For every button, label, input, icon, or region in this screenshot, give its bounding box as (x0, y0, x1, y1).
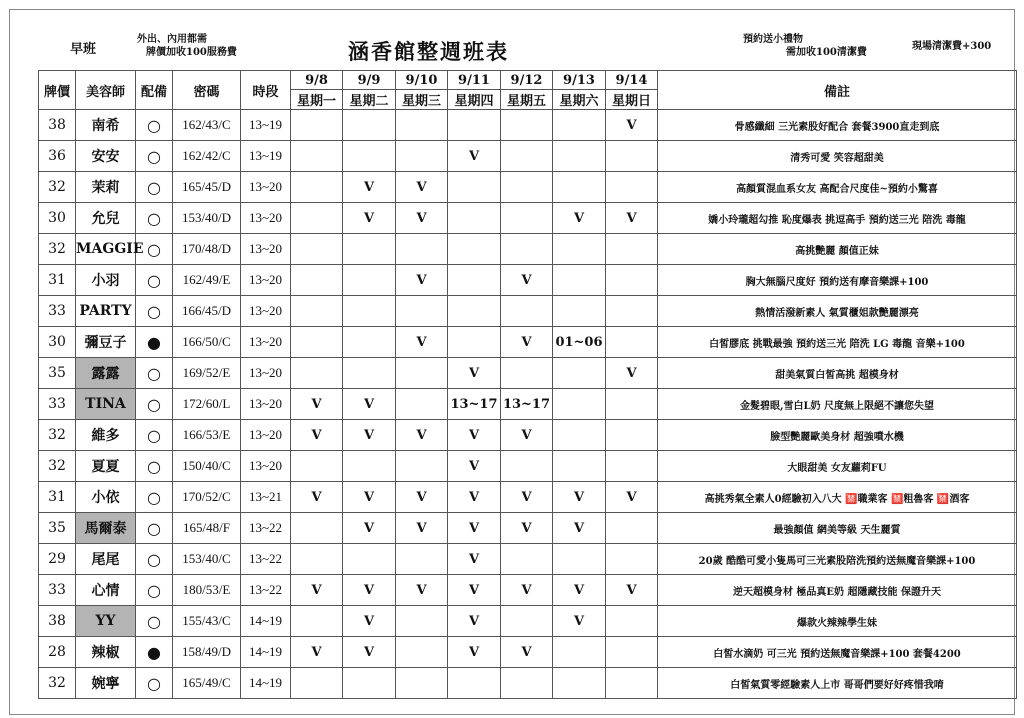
stylist-name: 維多 (76, 420, 136, 451)
price-cell: 33 (39, 575, 76, 606)
price-cell: 28 (39, 637, 76, 668)
day-cell (553, 544, 606, 575)
code-cell: 150/40/C (173, 451, 241, 482)
price-cell: 32 (39, 172, 76, 203)
stylist-name: YY (76, 606, 136, 637)
day-cell: V (448, 544, 501, 575)
day-cell: V (501, 265, 553, 296)
day-cell (553, 110, 606, 141)
day-cell (501, 451, 553, 482)
day-cell (343, 265, 396, 296)
day-cell: V (343, 203, 396, 234)
stylist-name: 婉寧 (76, 668, 136, 699)
day-cell (396, 606, 448, 637)
config-mark: ○ (136, 668, 173, 699)
day-cell (553, 141, 606, 172)
day-cell (343, 234, 396, 265)
day-cell (553, 265, 606, 296)
config-mark: ○ (136, 358, 173, 389)
day-cell: 01~06 (553, 327, 606, 358)
price-cell: 29 (39, 544, 76, 575)
day-cell: V (448, 513, 501, 544)
table-row (39, 265, 1017, 296)
table-row (39, 637, 1017, 668)
table-row (39, 234, 1017, 265)
remark-cell: 熱情活潑新素人 氣質櫃姐款艷麗漂亮 (658, 296, 1017, 327)
col-weekday: 星期六 (553, 90, 606, 110)
day-cell (291, 544, 343, 575)
col-date: 9/10 (396, 71, 448, 90)
day-cell: V (606, 203, 658, 234)
table-row (39, 606, 1017, 637)
day-cell: V (448, 358, 501, 389)
price-cell: 35 (39, 513, 76, 544)
code-cell: 162/43/C (173, 110, 241, 141)
day-cell: V (343, 513, 396, 544)
price-cell: 38 (39, 606, 76, 637)
schedule-table (38, 70, 1017, 699)
day-cell (448, 110, 501, 141)
day-cell (606, 544, 658, 575)
header-note-right-1: 預約送小禮物 (743, 34, 803, 45)
day-cell: V (448, 606, 501, 637)
remark-cell: 高挑秀氣全素人0經驗初入八大 🈲職業客 🈲粗魯客 🈲酒客 (658, 482, 1017, 513)
day-cell (553, 668, 606, 699)
stylist-name: MAGGIE (76, 234, 136, 265)
price-cell: 32 (39, 234, 76, 265)
table-row (39, 668, 1017, 699)
day-cell (396, 668, 448, 699)
price-cell: 38 (39, 110, 76, 141)
day-cell (501, 141, 553, 172)
stylist-name: PARTY (76, 296, 136, 327)
col-date: 9/11 (448, 71, 501, 90)
day-cell: V (501, 637, 553, 668)
day-cell: V (291, 389, 343, 420)
day-cell: V (606, 482, 658, 513)
day-cell (291, 265, 343, 296)
time-cell: 13~20 (241, 265, 291, 296)
config-mark: ● (136, 327, 173, 358)
day-cell: V (291, 420, 343, 451)
day-cell (291, 327, 343, 358)
remark-cell: 大眼甜美 女友蘿莉FU (658, 451, 1017, 482)
remark-cell: 白皙膠底 挑戰最強 預約送三光 陪洗 LG 毒龍 音樂+100 (658, 327, 1017, 358)
day-cell: V (343, 482, 396, 513)
col-date: 9/12 (501, 71, 553, 90)
time-cell: 13~22 (241, 575, 291, 606)
day-cell (553, 389, 606, 420)
header-note-left-2: 牌價加收100服務費 (146, 47, 237, 58)
day-cell: V (448, 141, 501, 172)
day-cell: V (396, 327, 448, 358)
table-row (39, 513, 1017, 544)
price-cell: 30 (39, 327, 76, 358)
day-cell: V (343, 575, 396, 606)
day-cell (606, 451, 658, 482)
col-remark: 備註 (658, 71, 1017, 110)
col-date: 9/9 (343, 71, 396, 90)
config-mark: ○ (136, 482, 173, 513)
day-cell: V (448, 420, 501, 451)
code-cell: 162/49/E (173, 265, 241, 296)
schedule-body (39, 110, 1017, 699)
code-cell: 180/53/E (173, 575, 241, 606)
col-date: 9/14 (606, 71, 658, 90)
day-cell (501, 296, 553, 327)
col-time: 時段 (241, 71, 291, 110)
stylist-name: TINA (76, 389, 136, 420)
day-cell: V (448, 482, 501, 513)
day-cell (343, 141, 396, 172)
day-cell (606, 420, 658, 451)
day-cell: V (553, 203, 606, 234)
day-cell (501, 668, 553, 699)
config-mark: ○ (136, 265, 173, 296)
remark-cell: 甜美氣質白皙高挑 超模身材 (658, 358, 1017, 389)
table-row (39, 544, 1017, 575)
stylist-name: 辣椒 (76, 637, 136, 668)
day-cell (291, 234, 343, 265)
config-mark: ○ (136, 575, 173, 606)
day-cell (343, 327, 396, 358)
time-cell: 13~20 (241, 234, 291, 265)
code-cell: 155/43/C (173, 606, 241, 637)
stylist-name: 小羽 (76, 265, 136, 296)
remark-cell: 白皙氣質零經驗素人上市 哥哥們要好好疼惜我唷 (658, 668, 1017, 699)
remark-cell: 金髮碧眼,雪白L奶 尺度無上限絕不讓您失望 (658, 389, 1017, 420)
day-cell: V (291, 637, 343, 668)
remark-cell: 高顏質混血系女友 高配合尺度佳~預約小驚喜 (658, 172, 1017, 203)
time-cell: 13~20 (241, 451, 291, 482)
day-cell: V (553, 575, 606, 606)
day-cell: V (501, 482, 553, 513)
day-cell (448, 265, 501, 296)
config-mark: ○ (136, 234, 173, 265)
stylist-name: 露露 (76, 358, 136, 389)
day-cell (606, 637, 658, 668)
day-cell: V (396, 575, 448, 606)
code-cell: 169/52/E (173, 358, 241, 389)
stylist-name: 允兒 (76, 203, 136, 234)
day-cell (448, 203, 501, 234)
day-cell: V (553, 606, 606, 637)
day-cell (606, 296, 658, 327)
price-cell: 30 (39, 203, 76, 234)
day-cell (606, 141, 658, 172)
day-cell: V (343, 637, 396, 668)
day-cell (553, 296, 606, 327)
day-cell (291, 110, 343, 141)
time-cell: 13~20 (241, 358, 291, 389)
day-cell: V (343, 606, 396, 637)
code-cell: 170/48/D (173, 234, 241, 265)
config-mark: ○ (136, 606, 173, 637)
remark-cell: 20歲 酷酷可愛小隻馬可三光素股陪洗預約送無魔音樂課+100 (658, 544, 1017, 575)
day-cell: V (396, 482, 448, 513)
config-mark: ○ (136, 420, 173, 451)
day-cell (501, 358, 553, 389)
time-cell: 13~20 (241, 327, 291, 358)
col-weekday: 星期二 (343, 90, 396, 110)
day-cell (396, 637, 448, 668)
day-cell: V (396, 420, 448, 451)
day-cell: V (501, 575, 553, 606)
day-cell (553, 420, 606, 451)
price-cell: 32 (39, 451, 76, 482)
day-cell (606, 265, 658, 296)
config-mark: ○ (136, 544, 173, 575)
time-cell: 13~22 (241, 544, 291, 575)
col-config: 配備 (136, 71, 173, 110)
price-cell: 36 (39, 141, 76, 172)
day-cell (448, 234, 501, 265)
header-note-far-right: 現場清潔費+300 (912, 41, 992, 52)
price-cell: 31 (39, 482, 76, 513)
time-cell: 13~20 (241, 420, 291, 451)
day-cell (343, 358, 396, 389)
config-mark: ○ (136, 172, 173, 203)
day-cell: V (343, 172, 396, 203)
day-cell (291, 513, 343, 544)
day-cell: V (501, 420, 553, 451)
table-row (39, 203, 1017, 234)
day-cell (501, 172, 553, 203)
day-cell: V (606, 110, 658, 141)
day-cell (343, 451, 396, 482)
remark-cell: 爆款火辣辣學生妹 (658, 606, 1017, 637)
day-cell: V (606, 358, 658, 389)
col-weekday: 星期四 (448, 90, 501, 110)
price-cell: 33 (39, 296, 76, 327)
day-cell (396, 389, 448, 420)
day-cell (501, 203, 553, 234)
code-cell: 158/49/D (173, 637, 241, 668)
day-cell (396, 296, 448, 327)
day-cell: V (291, 575, 343, 606)
time-cell: 13~20 (241, 203, 291, 234)
col-weekday: 星期日 (606, 90, 658, 110)
day-cell (553, 172, 606, 203)
day-cell (291, 606, 343, 637)
config-mark: ● (136, 637, 173, 668)
price-cell: 31 (39, 265, 76, 296)
day-cell (553, 451, 606, 482)
remark-cell: 骨感纖細 三光素股好配合 套餐3900直走到底 (658, 110, 1017, 141)
remark-cell: 胸大無腦尺度好 預約送有摩音樂課+100 (658, 265, 1017, 296)
stylist-name: 安安 (76, 141, 136, 172)
day-cell (291, 141, 343, 172)
config-mark: ○ (136, 389, 173, 420)
config-mark: ○ (136, 203, 173, 234)
table-row (39, 420, 1017, 451)
day-cell: V (343, 389, 396, 420)
day-cell (606, 668, 658, 699)
stylist-name: 南希 (76, 110, 136, 141)
remark-cell: 最強顏值 網美等級 天生麗質 (658, 513, 1017, 544)
stylist-name: 茉莉 (76, 172, 136, 203)
day-cell (553, 637, 606, 668)
day-cell (606, 172, 658, 203)
remark-cell: 白皙水滴奶 可三光 預約送無魔音樂課+100 套餐4200 (658, 637, 1017, 668)
stylist-name: 馬爾泰 (76, 513, 136, 544)
time-cell: 14~19 (241, 668, 291, 699)
table-row (39, 296, 1017, 327)
table-row (39, 575, 1017, 606)
day-cell (448, 296, 501, 327)
day-cell (501, 234, 553, 265)
code-cell: 172/60/L (173, 389, 241, 420)
table-row (39, 327, 1017, 358)
time-cell: 13~22 (241, 513, 291, 544)
page-title: 涵香館整週班表 (348, 39, 509, 64)
day-cell (448, 327, 501, 358)
stylist-name: 夏夏 (76, 451, 136, 482)
stylist-name: 尾尾 (76, 544, 136, 575)
day-cell (343, 110, 396, 141)
day-cell (553, 234, 606, 265)
stylist-name: 彌豆子 (76, 327, 136, 358)
col-date: 9/8 (291, 71, 343, 90)
day-cell: V (343, 420, 396, 451)
col-code: 密碼 (173, 71, 241, 110)
code-cell: 165/49/C (173, 668, 241, 699)
col-date: 9/13 (553, 71, 606, 90)
day-cell (343, 668, 396, 699)
day-cell (291, 172, 343, 203)
time-cell: 14~19 (241, 606, 291, 637)
time-cell: 13~20 (241, 172, 291, 203)
table-row (39, 389, 1017, 420)
day-cell: V (553, 482, 606, 513)
day-cell: V (553, 513, 606, 544)
day-cell (606, 234, 658, 265)
code-cell: 153/40/C (173, 544, 241, 575)
shift-label: 早班 (70, 42, 97, 57)
day-cell (396, 544, 448, 575)
code-cell: 166/50/C (173, 327, 241, 358)
config-mark: ○ (136, 141, 173, 172)
day-cell: V (396, 172, 448, 203)
table-row (39, 358, 1017, 389)
day-cell: V (501, 327, 553, 358)
day-cell (606, 606, 658, 637)
code-cell: 153/40/D (173, 203, 241, 234)
price-cell: 35 (39, 358, 76, 389)
price-cell: 32 (39, 420, 76, 451)
day-cell (291, 668, 343, 699)
day-cell (606, 327, 658, 358)
time-cell: 13~20 (241, 389, 291, 420)
table-row (39, 482, 1017, 513)
table-row (39, 110, 1017, 141)
day-cell (501, 544, 553, 575)
day-cell (291, 203, 343, 234)
day-cell (501, 110, 553, 141)
time-cell: 14~19 (241, 637, 291, 668)
time-cell: 13~21 (241, 482, 291, 513)
day-cell (501, 606, 553, 637)
table-row (39, 451, 1017, 482)
day-cell (448, 172, 501, 203)
day-cell (343, 544, 396, 575)
remark-cell: 臉型艷麗歐美身材 超強噴水機 (658, 420, 1017, 451)
header-note-right-2: 需加收100清潔費 (786, 47, 867, 58)
col-price: 牌價 (39, 71, 76, 110)
day-cell (343, 296, 396, 327)
col-weekday: 星期三 (396, 90, 448, 110)
time-cell: 13~19 (241, 141, 291, 172)
code-cell: 165/48/F (173, 513, 241, 544)
day-cell (291, 296, 343, 327)
col-weekday: 星期五 (501, 90, 553, 110)
day-cell (396, 358, 448, 389)
code-cell: 166/45/D (173, 296, 241, 327)
day-cell (291, 451, 343, 482)
day-cell: V (448, 637, 501, 668)
code-cell: 170/52/C (173, 482, 241, 513)
stylist-name: 小依 (76, 482, 136, 513)
day-cell: V (448, 575, 501, 606)
day-cell (291, 358, 343, 389)
day-cell (448, 668, 501, 699)
day-cell (606, 513, 658, 544)
day-cell (396, 110, 448, 141)
table-row (39, 172, 1017, 203)
remark-cell: 高挑艷麗 顏值正妹 (658, 234, 1017, 265)
price-cell: 32 (39, 668, 76, 699)
day-cell (396, 451, 448, 482)
day-cell (553, 358, 606, 389)
time-cell: 13~20 (241, 296, 291, 327)
remark-cell: 清秀可愛 笑容超甜美 (658, 141, 1017, 172)
table-row (39, 141, 1017, 172)
col-stylist: 美容師 (76, 71, 136, 110)
config-mark: ○ (136, 513, 173, 544)
day-cell: V (606, 575, 658, 606)
code-cell: 162/42/C (173, 141, 241, 172)
remark-cell: 逆天超模身材 極品真E奶 超隱藏技能 保證升天 (658, 575, 1017, 606)
day-cell: V (396, 203, 448, 234)
remark-cell: 嬌小玲瓏超勾推 恥度爆表 挑逗高手 預約送三光 陪洗 毒龍 (658, 203, 1017, 234)
config-mark: ○ (136, 110, 173, 141)
day-cell (396, 141, 448, 172)
code-cell: 165/45/D (173, 172, 241, 203)
config-mark: ○ (136, 296, 173, 327)
config-mark: ○ (136, 451, 173, 482)
day-cell (396, 234, 448, 265)
col-weekday: 星期一 (291, 90, 343, 110)
day-cell: V (448, 451, 501, 482)
code-cell: 166/53/E (173, 420, 241, 451)
day-cell: V (291, 482, 343, 513)
header-row-dates (39, 71, 1017, 90)
time-cell: 13~19 (241, 110, 291, 141)
header-note-left-1: 外出、內用都需 (137, 34, 207, 45)
day-cell (606, 389, 658, 420)
price-cell: 33 (39, 389, 76, 420)
day-cell: V (501, 513, 553, 544)
day-cell: V (396, 265, 448, 296)
day-cell: 13~17 (501, 389, 553, 420)
stylist-name: 心情 (76, 575, 136, 606)
day-cell: V (396, 513, 448, 544)
day-cell: 13~17 (448, 389, 501, 420)
